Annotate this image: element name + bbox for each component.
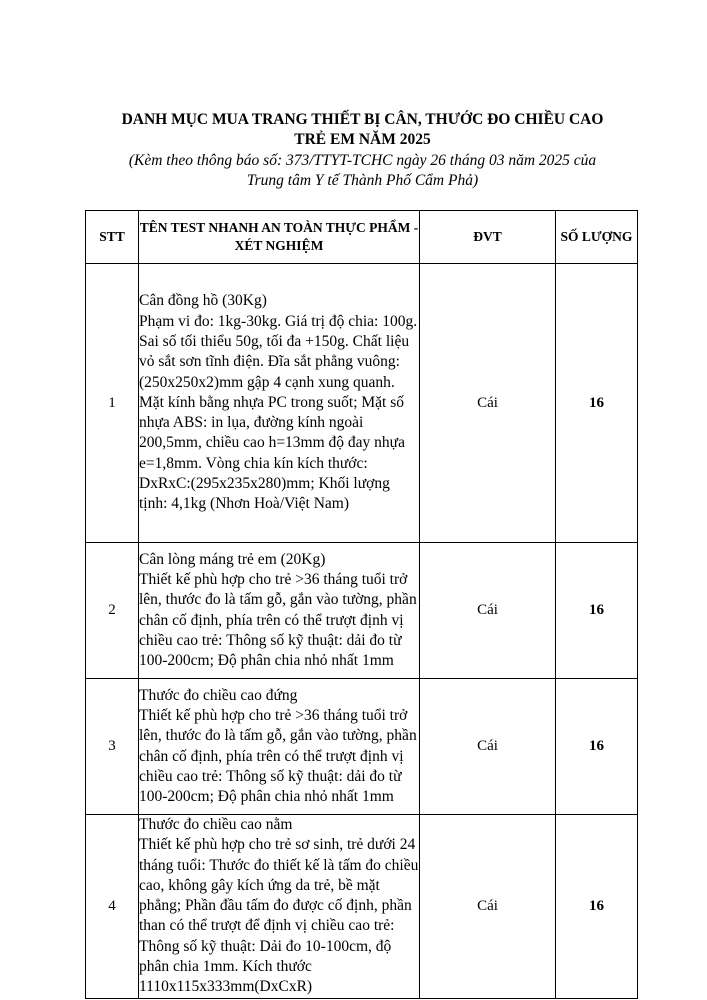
row-stt: 3 bbox=[86, 679, 139, 815]
row-unit: Cái bbox=[420, 679, 556, 815]
row-description: Cân đồng hồ (30Kg) Phạm vi đo: 1kg-30kg. Giá trị độ chia: 100g. Sai số tối thiểu 50g, tối đa +150g. Chất liệu vỏ sắt sơn tĩnh điện. Đĩa sắt phẳng vuông: (250x250x2)mm gập 4 cạnh xung quanh. Mặt kính bằng nhựa PC trong suốt; Mặt số nhựa ABS: in lụa, đường kính ngoài 200,5mm, chiều cao h=13mm độ đay nhựa e=1,8mm. Vòng chia kín kích thước: DxRxC:(295x235x280)mm; Khối lượng tịnh: 4,1kg (Nhơn Hoà/Việt Nam) bbox=[139, 264, 420, 543]
document-subtitle bbox=[100, 151, 625, 191]
row-description: Thước đo chiều cao nằm Thiết kế phù hợp cho trẻ sơ sinh, trẻ dưới 24 tháng tuổi: Thước đo thiết kế là tấm đo chiều cao, không gây kích ứng da trẻ, bề mặt phẳng; Phần đầu tấm đo được cố định, phần than có thể trượt để định vị chiều cao trẻ: Thông số kỹ thuật: Dải đo 10-100cm, độ phân chia 1mm. Kích thước 1110x115x333mm(DxCxR) bbox=[139, 815, 420, 999]
row-quantity: 16 bbox=[556, 543, 638, 679]
row-quantity: 16 bbox=[556, 679, 638, 815]
row-unit: Cái bbox=[420, 815, 556, 999]
equipment-table bbox=[85, 210, 638, 999]
row-unit: Cái bbox=[420, 264, 556, 543]
table-row bbox=[86, 543, 638, 679]
row-quantity: 16 bbox=[556, 264, 638, 543]
header-unit: ĐVT bbox=[420, 211, 556, 264]
row-stt: 1 bbox=[86, 264, 139, 543]
row-description: Thước đo chiều cao đứng Thiết kế phù hợp cho trẻ >36 tháng tuổi trở lên, thước đo là tấm gỗ, gắn vào tường, phần chân cố định, phía trên có thể trượt định vị chiều cao trẻ: Thông số kỹ thuật: dải đo từ 100-200cm; Độ phân chia nhỏ nhất 1mm bbox=[139, 679, 420, 815]
header-stt: STT bbox=[86, 211, 139, 264]
row-stt: 4 bbox=[86, 815, 139, 999]
row-quantity: 16 bbox=[556, 815, 638, 999]
header-name: TÊN TEST NHANH AN TOÀN THỰC PHẨM - XÉT NGHIỆM bbox=[139, 211, 420, 264]
table-row bbox=[86, 264, 638, 543]
title-line-1: DANH MỤC MUA TRANG THIẾT BỊ CÂN, THƯỚC ĐO CHIỀU CAO bbox=[121, 111, 604, 128]
table-row bbox=[86, 815, 638, 999]
title-line-2: TRẺ EM NĂM 2025 bbox=[294, 131, 431, 148]
row-stt: 2 bbox=[86, 543, 139, 679]
subtitle-line-2: Trung tâm Y tế Thành Phố Cẩm Phả) bbox=[246, 172, 479, 189]
title-block bbox=[100, 110, 625, 191]
row-unit: Cái bbox=[420, 543, 556, 679]
document-title bbox=[100, 110, 625, 150]
table-row bbox=[86, 679, 638, 815]
row-description: Cân lòng máng trẻ em (20Kg) Thiết kế phù hợp cho trẻ >36 tháng tuổi trở lên, thước đo là tấm gỗ, gắn vào tường, phần chân cố định, phía trên có thể trượt định vị chiều cao trẻ: Thông số kỹ thuật: dải đo từ 100-200cm; Độ phân chia nhỏ nhất 1mm bbox=[139, 543, 420, 679]
table-header-row bbox=[86, 211, 638, 264]
subtitle-line-1: (Kèm theo thông báo số: 373/TTYT-TCHC ngày 26 tháng 03 năm 2025 của bbox=[128, 152, 597, 169]
header-qty: SỐ LƯỢNG bbox=[556, 211, 638, 264]
